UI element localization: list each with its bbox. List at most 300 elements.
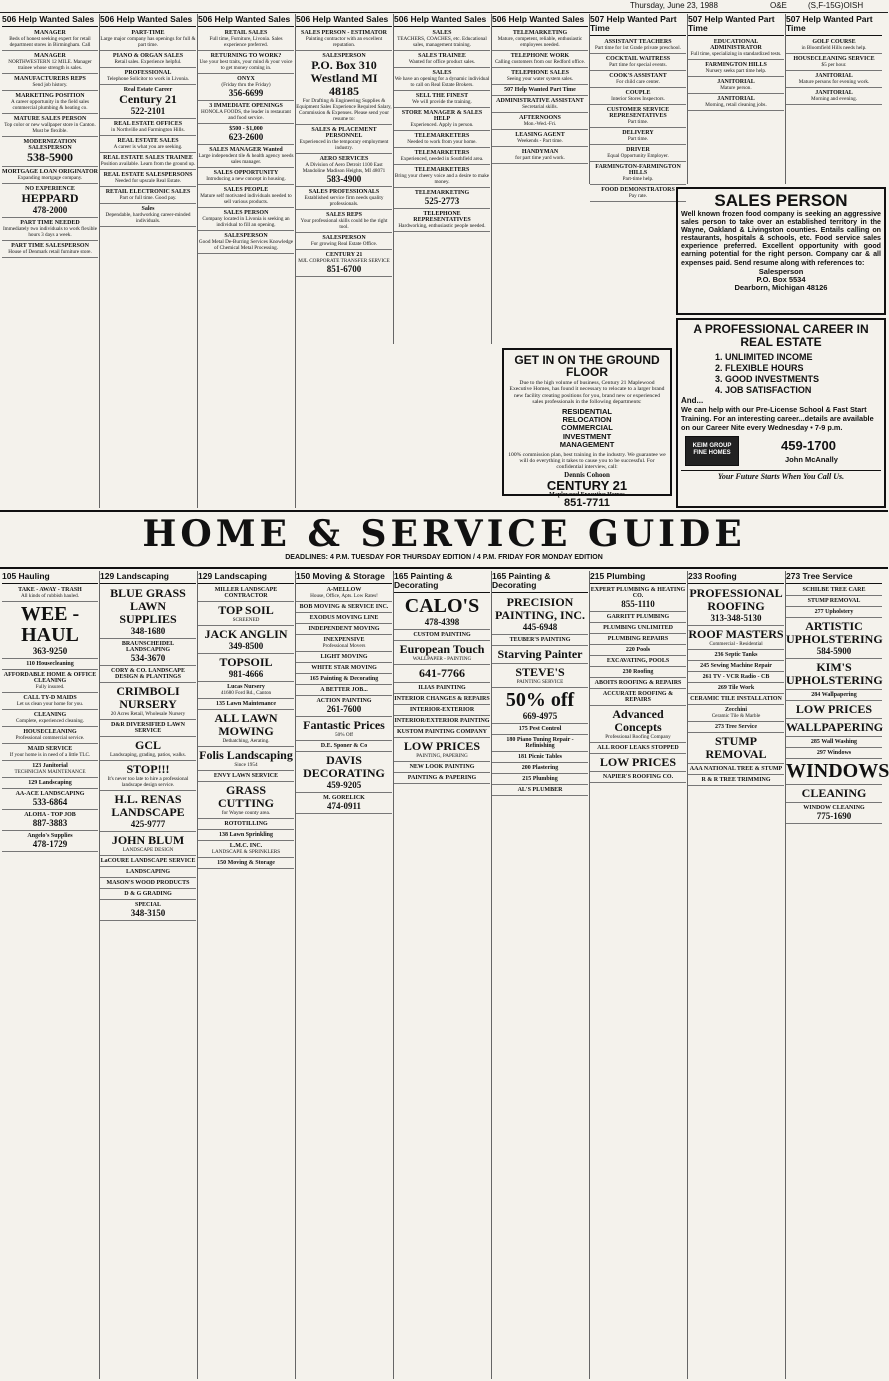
classified-ad: [590, 646, 686, 656]
career-ad-items: [715, 352, 881, 396]
ad-title: Lucas Nursery: [227, 684, 265, 690]
ad-title: MASON'S WOOD PRODUCTS: [106, 880, 190, 886]
ad-title: LIGHT MOVING: [320, 654, 368, 660]
ad-title: REAL ESTATE SALES TRAINEE: [103, 155, 193, 161]
ad-body: House, Office, Apts. Low Rates!: [310, 593, 378, 599]
classified-ad: [590, 146, 686, 162]
column-heading: 273 Tree Service: [786, 571, 882, 584]
ad-body: Retail sales. Experience helpful.: [114, 59, 182, 65]
classified-ad: [100, 857, 196, 867]
classified-ad: [296, 251, 392, 277]
classified-ad: [100, 762, 196, 791]
classified-ad: [198, 683, 294, 699]
ad-title: 284 Wallpapering: [811, 692, 857, 698]
column-rule: [589, 571, 590, 1379]
classified-column: [2, 14, 98, 508]
ad-title: HOUSECLEANING SERVICE: [793, 56, 875, 62]
ad-body: All kinds of rubbish hauled.: [20, 593, 80, 599]
classified-ad: [2, 790, 98, 810]
classified-ad: [296, 586, 392, 602]
classified-ad: [394, 763, 490, 773]
classified-ad: [590, 106, 686, 128]
column-heading: 215 Plumbing: [590, 571, 686, 584]
ad-phone: 349-8500: [228, 641, 264, 651]
ad-big: WALLPAPERING: [786, 720, 884, 734]
classified-ad: [2, 586, 98, 602]
ad-title: CUSTOM PAINTING: [413, 632, 471, 638]
classified-ad: [198, 29, 294, 51]
ad-title: D&R DIVERSIFIED LAWN SERVICE: [110, 722, 185, 734]
classified-ad: [492, 131, 588, 147]
classified-ad: [394, 109, 490, 131]
ad-title: 261 TV - VCR Radio - CB: [702, 674, 770, 680]
classified-ad: [590, 668, 686, 678]
ad-phone: 522-2101: [130, 106, 166, 116]
ad-title: CLEANING: [33, 712, 67, 718]
classified-ad: [786, 786, 882, 803]
classified-ad: [688, 723, 784, 733]
ad-title: Angelo's Supplies: [27, 833, 73, 839]
classified-ad: [198, 831, 294, 841]
classified-ad: [590, 657, 686, 667]
classified-column: [590, 14, 686, 199]
center-ad-body: 100% commission plan, best training in the industry. We guarantee we will do everything it takes to cause you to be successful. For confidential interview, call:: [508, 451, 666, 471]
ad-body: It's never too late to hire a professional landscape design service.: [107, 776, 189, 788]
classified-ad: [492, 52, 588, 68]
ad-title: INTERIOR-EXTERIOR: [409, 707, 475, 713]
classified-ad: [688, 662, 784, 672]
classified-ad: [492, 665, 588, 688]
column-rule: [295, 571, 296, 1379]
classified-ad: [100, 667, 196, 683]
ad-title: EDUCATIONAL ADMINISTRATOR: [710, 39, 762, 51]
classified-ad: [198, 146, 294, 168]
ad-big: ROOF MASTERS: [688, 627, 784, 641]
center-ad-office: Maplewood Executive Homes: [549, 491, 625, 498]
ad-title: HANDYMAN: [521, 149, 559, 155]
classified-column: [198, 571, 294, 1379]
ad-body: For Drafting & Engineering Supplies & Equipment Sales Experience Required Salary, Commission & Expenses. Please send your resume to:: [296, 98, 392, 122]
classified-ad: [2, 762, 98, 778]
ad-title: SALESPERSON: [322, 53, 366, 59]
classified-ad: [2, 603, 98, 659]
ad-title: COUPLE: [625, 90, 651, 96]
ad-title: ENVY LAWN SERVICE: [213, 773, 279, 779]
column-heading: 150 Moving & Storage: [296, 571, 392, 584]
classified-ad: [2, 219, 98, 241]
classified-column: [296, 14, 392, 508]
ad-title: PART-TIME: [131, 30, 165, 36]
ad-title: GOLF COURSE: [812, 39, 856, 45]
ad-big: ARTISTIC UPHOLSTERING: [786, 619, 883, 646]
ad-title: PROFESSIONAL: [124, 70, 172, 76]
classified-ad: [590, 586, 686, 612]
department-item: COMMERCIAL: [561, 423, 613, 433]
ad-title: RETAIL ELECTRONIC SALES: [105, 189, 191, 195]
ad-title: L.M.C. INC.: [229, 843, 263, 849]
ad-phone: 669-4975: [522, 711, 558, 721]
ad-title: LANDSCAPING: [125, 869, 170, 875]
classified-ad: [198, 772, 294, 782]
classified-ad: [394, 631, 490, 641]
classified-ad: [198, 186, 294, 208]
classified-column: [688, 14, 784, 184]
ad-phone: 584-5900: [816, 646, 852, 656]
ad-title: TELEPHONE WORK: [510, 53, 570, 59]
ad-phone: 474-0911: [326, 801, 361, 811]
ad-title: 135 Lawn Maintenance: [216, 701, 276, 707]
classified-ad: [100, 154, 196, 170]
ad-title: JANITORIAL: [815, 90, 853, 96]
ad-title: 285 Wall Washing: [810, 739, 858, 745]
ad-title: SALES: [432, 30, 452, 36]
classified-ad: [492, 595, 588, 635]
classified-ad: [590, 635, 686, 645]
classified-ad: [394, 717, 490, 727]
ad-title: 129 Landscaping: [28, 780, 72, 786]
classified-ad: [786, 691, 882, 701]
ad-title: 269 Tile Work: [717, 685, 755, 691]
center-ad-contact: Dennis Cohoon: [564, 470, 610, 479]
ad-body: 41680 Ford Rd., Canton: [220, 690, 272, 696]
salesperson-ad-address-2: P.O. Box 5534: [756, 274, 806, 284]
career-ad-and: And...: [681, 396, 704, 405]
ad-title: ALL ROOF LEAKS STOPPED: [597, 745, 679, 751]
ad-big: GRASS CUTTING: [217, 783, 274, 810]
classified-ad: [2, 711, 98, 727]
ad-body: House of Denmark retail furniture store.: [8, 249, 92, 255]
ad-big: GCL: [134, 738, 161, 752]
ad-big: HEPPARD: [21, 191, 79, 205]
banner-bottom-rule: [0, 567, 888, 569]
classified-ad: [688, 61, 784, 77]
classified-column: [296, 571, 392, 1379]
ad-phone: 459-9205: [326, 780, 362, 790]
classified-ad: [688, 706, 784, 722]
classified-ad: [198, 209, 294, 231]
column-rule: [295, 14, 296, 508]
classified-ad: [100, 86, 196, 119]
center-ad-brand: CENTURY 21: [546, 477, 628, 493]
ad-body: We will provide the training.: [412, 99, 472, 105]
ad-body: Full time, specializing in standardized tests.: [690, 51, 782, 57]
ad-body: Your professional skills could be the right tool.: [300, 218, 388, 230]
classified-ad: [394, 728, 490, 738]
ad-title: 230 Roofing: [622, 669, 654, 675]
column-heading: 506 Help Wanted Sales: [198, 14, 294, 27]
ad-title: REAL ESTATE SALES: [117, 138, 179, 144]
ad-body: If your home is in need of a little TLC.: [9, 752, 91, 758]
ad-body: Mature, competent, reliable, enthusiastic employees needed.: [497, 36, 583, 48]
classified-ad: [198, 586, 294, 602]
ad-title: AFTERNOONS: [519, 115, 561, 121]
center-ad-title: GET IN ON THE GROUND FLOOR: [514, 353, 660, 379]
banner-top-rule: [0, 510, 888, 512]
ad-body: for Wayne county area.: [221, 810, 271, 816]
department-item: RELOCATION: [562, 415, 612, 425]
classified-ad: [492, 69, 588, 85]
ad-title: $500 - $1,000: [229, 126, 263, 132]
ad-big: JOHN BLUM: [111, 833, 185, 847]
classified-ad: [492, 636, 588, 646]
classified-ad: [100, 171, 196, 187]
classified-ad: [198, 52, 294, 74]
classified-ad: [296, 753, 392, 793]
classified-ad: [590, 773, 686, 783]
classified-ad: [100, 890, 196, 900]
ad-body: Large independent tile & health agency needs sales manager.: [198, 153, 294, 165]
ad-body: PAINTING SERVICE: [516, 679, 564, 685]
ad-body: Calling customers from our Redford office.: [494, 59, 586, 65]
classified-ad: [2, 75, 98, 91]
classified-ad: [100, 833, 196, 856]
ad-phone: 425-9777: [130, 819, 166, 829]
classified-column: [394, 14, 490, 344]
classified-ad: [100, 205, 196, 227]
ad-body: Let us clean your home for you.: [16, 701, 84, 707]
classified-ad: [394, 684, 490, 694]
ad-body: Professional commercial service.: [15, 735, 85, 741]
center-ad-phone: 851-7711: [564, 496, 610, 509]
ad-title: MORTGAGE LOAN ORIGINATOR: [2, 169, 98, 175]
column-heading: 105 Hauling: [2, 571, 98, 584]
ad-body: in Northville and Farmington Hills.: [111, 127, 185, 133]
column-rule: [785, 14, 786, 184]
keim-logo: KEIM GROUP FINE HOMES: [685, 436, 739, 466]
classified-ad: [296, 675, 392, 685]
ad-body: Telephone Solicitor to work in Livonia.: [106, 76, 190, 82]
column-heading: 507 Help Wanted Part Time: [786, 14, 882, 36]
ad-title: NO EXPERIENCE: [25, 186, 75, 192]
column-heading: 129 Landscaping: [100, 571, 196, 584]
column-heading: 506 Help Wanted Sales: [394, 14, 490, 27]
ad-title: D & G GRADING: [124, 891, 172, 897]
ad-title: M. GORELICK: [323, 795, 365, 801]
classified-ad: [786, 804, 882, 824]
classified-ad: [492, 775, 588, 785]
classified-ad: [100, 684, 196, 720]
ad-title: ONYX: [237, 76, 255, 82]
classified-ad: [296, 686, 392, 696]
classified-ad: [394, 69, 490, 91]
ad-title: AFFORDABLE HOME & OFFICE CLEANING: [3, 672, 97, 684]
ad-body: Ceramic Tile & Marble: [711, 713, 761, 719]
classified-ad: [296, 664, 392, 674]
classified-ad: [786, 749, 882, 759]
ad-body: Mature self motivated individuals needed to sell various products.: [200, 193, 292, 205]
classified-ad: [198, 842, 294, 858]
ad-title: EXCAVATING, POOLS: [606, 658, 670, 664]
classified-ad: [590, 679, 686, 689]
classified-ad: [100, 879, 196, 889]
ad-body: Mature persons for evening work.: [798, 79, 870, 85]
classified-column: [394, 571, 490, 1379]
ad-title: MATURE SALES PERSON: [13, 116, 87, 122]
ad-body: (Friday thru the Friday): [221, 82, 271, 88]
classified-ad: [492, 725, 588, 735]
ad-body: Morning, retail cleaning jobs.: [705, 102, 767, 108]
ad-body: Professional Roofing Company: [605, 734, 671, 740]
ad-title: CORY & CO. LANDSCAPE DESIGN & PLANTINGS: [111, 668, 185, 680]
ad-body: Commercial - Residential: [709, 641, 763, 647]
classified-ad: [394, 666, 490, 683]
classified-ad: [100, 120, 196, 136]
ad-title: STORE MANAGER & SALES HELP: [401, 110, 483, 122]
column-rule: [785, 571, 786, 1379]
ad-body: Part time for special events.: [609, 62, 667, 68]
career-benefit-item: 1. UNLIMITED INCOME: [715, 352, 813, 362]
ad-huge: 50% off: [505, 689, 575, 711]
classified-ad: [394, 52, 490, 68]
ad-title: SALES REPS: [326, 212, 362, 218]
ad-phone: 348-3150: [130, 908, 166, 918]
classified-ad: [2, 242, 98, 258]
classified-ad: [590, 744, 686, 754]
ad-body: LANDSCAPE & SPRINKLERS: [211, 849, 281, 855]
classified-ad: [296, 636, 392, 652]
classified-ad: [296, 625, 392, 635]
ad-title: JANITORIAL: [717, 79, 755, 85]
salesperson-ad-address-3: Dearborn, Michigan 48126: [734, 282, 828, 292]
classified-ad: [786, 72, 882, 88]
classified-ad: [198, 75, 294, 101]
ad-title: TELEMARKETERS: [414, 167, 470, 173]
classified-ad: [394, 189, 490, 209]
classified-ad: [394, 695, 490, 705]
ad-title: INTERIOR CHANGES & REPAIRS: [394, 696, 490, 702]
classified-ad: [198, 748, 294, 771]
classified-ad: [688, 38, 784, 60]
classified-ad: [100, 868, 196, 878]
ad-phone: 348-1680: [130, 626, 166, 636]
ad-title: GARRITT PLUMBING: [606, 614, 670, 620]
classified-ad: [198, 125, 294, 145]
ad-big: 538-5900: [27, 150, 73, 164]
ad-title: TELEMARKETING: [512, 30, 568, 36]
column-heading: 129 Landscaping: [198, 571, 294, 584]
ad-title: ACCURATE ROOFING & REPAIRS: [602, 691, 674, 703]
ad-big: LOW PRICES: [403, 739, 481, 753]
classified-ad: [590, 163, 686, 185]
ad-body: in Bloomfield Hills needs help.: [801, 45, 867, 51]
classified-ad: [296, 603, 392, 613]
classified-ad: [296, 794, 392, 814]
ad-title: ASSISTANT TEACHERS: [604, 39, 672, 45]
classified-ad: [296, 52, 392, 125]
classified-ad: [590, 55, 686, 71]
classified-ad: [100, 640, 196, 666]
ad-title: 138 Lawn Sprinkling: [218, 832, 274, 838]
header-date: Thursday, June 23, 1988: [630, 1, 718, 10]
ad-phone: 313-348-5130: [710, 613, 762, 623]
ad-big: TOP SOIL: [218, 603, 274, 617]
classified-ad: [100, 69, 196, 85]
department-item: RESIDENTIAL: [561, 406, 612, 416]
ad-body: Equal Opportunity Employer.: [607, 153, 669, 159]
classified-ad: [296, 155, 392, 187]
ad-phone: 356-6699: [228, 88, 264, 98]
classified-ad: [394, 706, 490, 716]
ad-title: PLUMBING UNLIMITED: [603, 625, 673, 631]
classified-ad: [492, 148, 588, 164]
classified-ad: [786, 619, 882, 659]
column-heading: 165 Painting & Decorating: [394, 571, 490, 593]
home-service-guide-banner: [88, 514, 800, 564]
ad-body: TECHNICIAN MAINTENANCE: [14, 769, 86, 775]
ad-body: $5 per hour.: [821, 62, 847, 68]
classified-ad: [198, 102, 294, 124]
classified-ad: [2, 728, 98, 744]
classified-ad: [100, 29, 196, 51]
ad-title: SALES MANAGER Wanted: [209, 147, 283, 153]
ad-title: MARKETING POSITION: [15, 93, 85, 99]
ad-body: For growing Real Estate Office.: [310, 241, 378, 247]
classified-ad: [786, 738, 882, 748]
classified-ad: [688, 684, 784, 694]
ad-title: DRIVER: [626, 147, 650, 153]
ad-body: A Division of Aero Detroit 1100 East Mandoline Madison Heights, MI 48071: [302, 162, 386, 174]
ad-title: 200 Plastering: [521, 765, 559, 771]
ad-body: PAINTING, PAPERING: [416, 753, 468, 759]
ad-phone: 887-3883: [32, 818, 68, 828]
classified-ad: [492, 689, 588, 724]
ad-body: Wanted for office product sales.: [408, 59, 476, 65]
ad-title: AERO SERVICES: [319, 156, 369, 162]
career-ad-phone: 459-1700: [781, 438, 836, 454]
classified-ad: [786, 89, 882, 105]
classified-ad: [786, 38, 882, 54]
classified-ad: [492, 736, 588, 752]
ad-title: JANITORIAL: [717, 96, 755, 102]
ad-big: DAVIS DECORATING: [303, 753, 385, 780]
ad-body: Beds of honest seeking expert for retail department stores in Birmingham. Call: [9, 36, 91, 48]
ad-title: 165 Painting & Decorating: [309, 676, 379, 682]
classified-ad: [590, 690, 686, 706]
classified-ad: [590, 186, 686, 202]
ad-body: Needed for upscale Real Estate.: [114, 178, 182, 184]
ad-title: HOUSECLEANING: [23, 729, 77, 735]
ad-big: Fantastic Prices: [303, 718, 385, 732]
classified-column: [100, 14, 196, 508]
ad-big: Century 21: [119, 92, 177, 106]
classified-ad: [590, 624, 686, 634]
ad-title: INEXPENSIVE: [323, 637, 365, 643]
ad-title: NEW LOOK PAINTING: [409, 764, 475, 770]
ad-body: Part time for 1st Grade private preschool.: [595, 45, 681, 51]
ad-title: ACTION PAINTING: [316, 698, 372, 704]
ad-body: HONOLA FOODS, the leader in restaurant and food service.: [201, 109, 291, 121]
salesperson-ad-address-1: Salesperson: [758, 266, 804, 276]
ad-big: European Touch: [399, 642, 485, 656]
classified-ad: [394, 774, 490, 784]
ad-title: NAPIER'S ROOFING CO.: [602, 774, 674, 780]
ad-body: Use your best traits, your mind & your voice to get money coming in.: [199, 59, 293, 71]
classified-ad: [296, 188, 392, 210]
classified-ad: [394, 92, 490, 108]
classified-ad: [688, 95, 784, 111]
classified-ad: [786, 702, 882, 719]
ad-title: 123 Janitorial: [32, 763, 68, 769]
ad-body: Mon.-Wed.-Fri.: [523, 121, 557, 127]
column-rule: [99, 571, 100, 1379]
ad-body: Expanding mortgage company.: [17, 175, 83, 181]
classified-ad: [198, 711, 294, 747]
career-benefit-item: 2. FLEXIBLE HOURS: [715, 363, 804, 373]
ad-title: ROTOTILLING: [224, 821, 268, 827]
classified-ad: [492, 647, 588, 664]
classified-ad: [198, 169, 294, 185]
classified-ad: [786, 586, 882, 596]
